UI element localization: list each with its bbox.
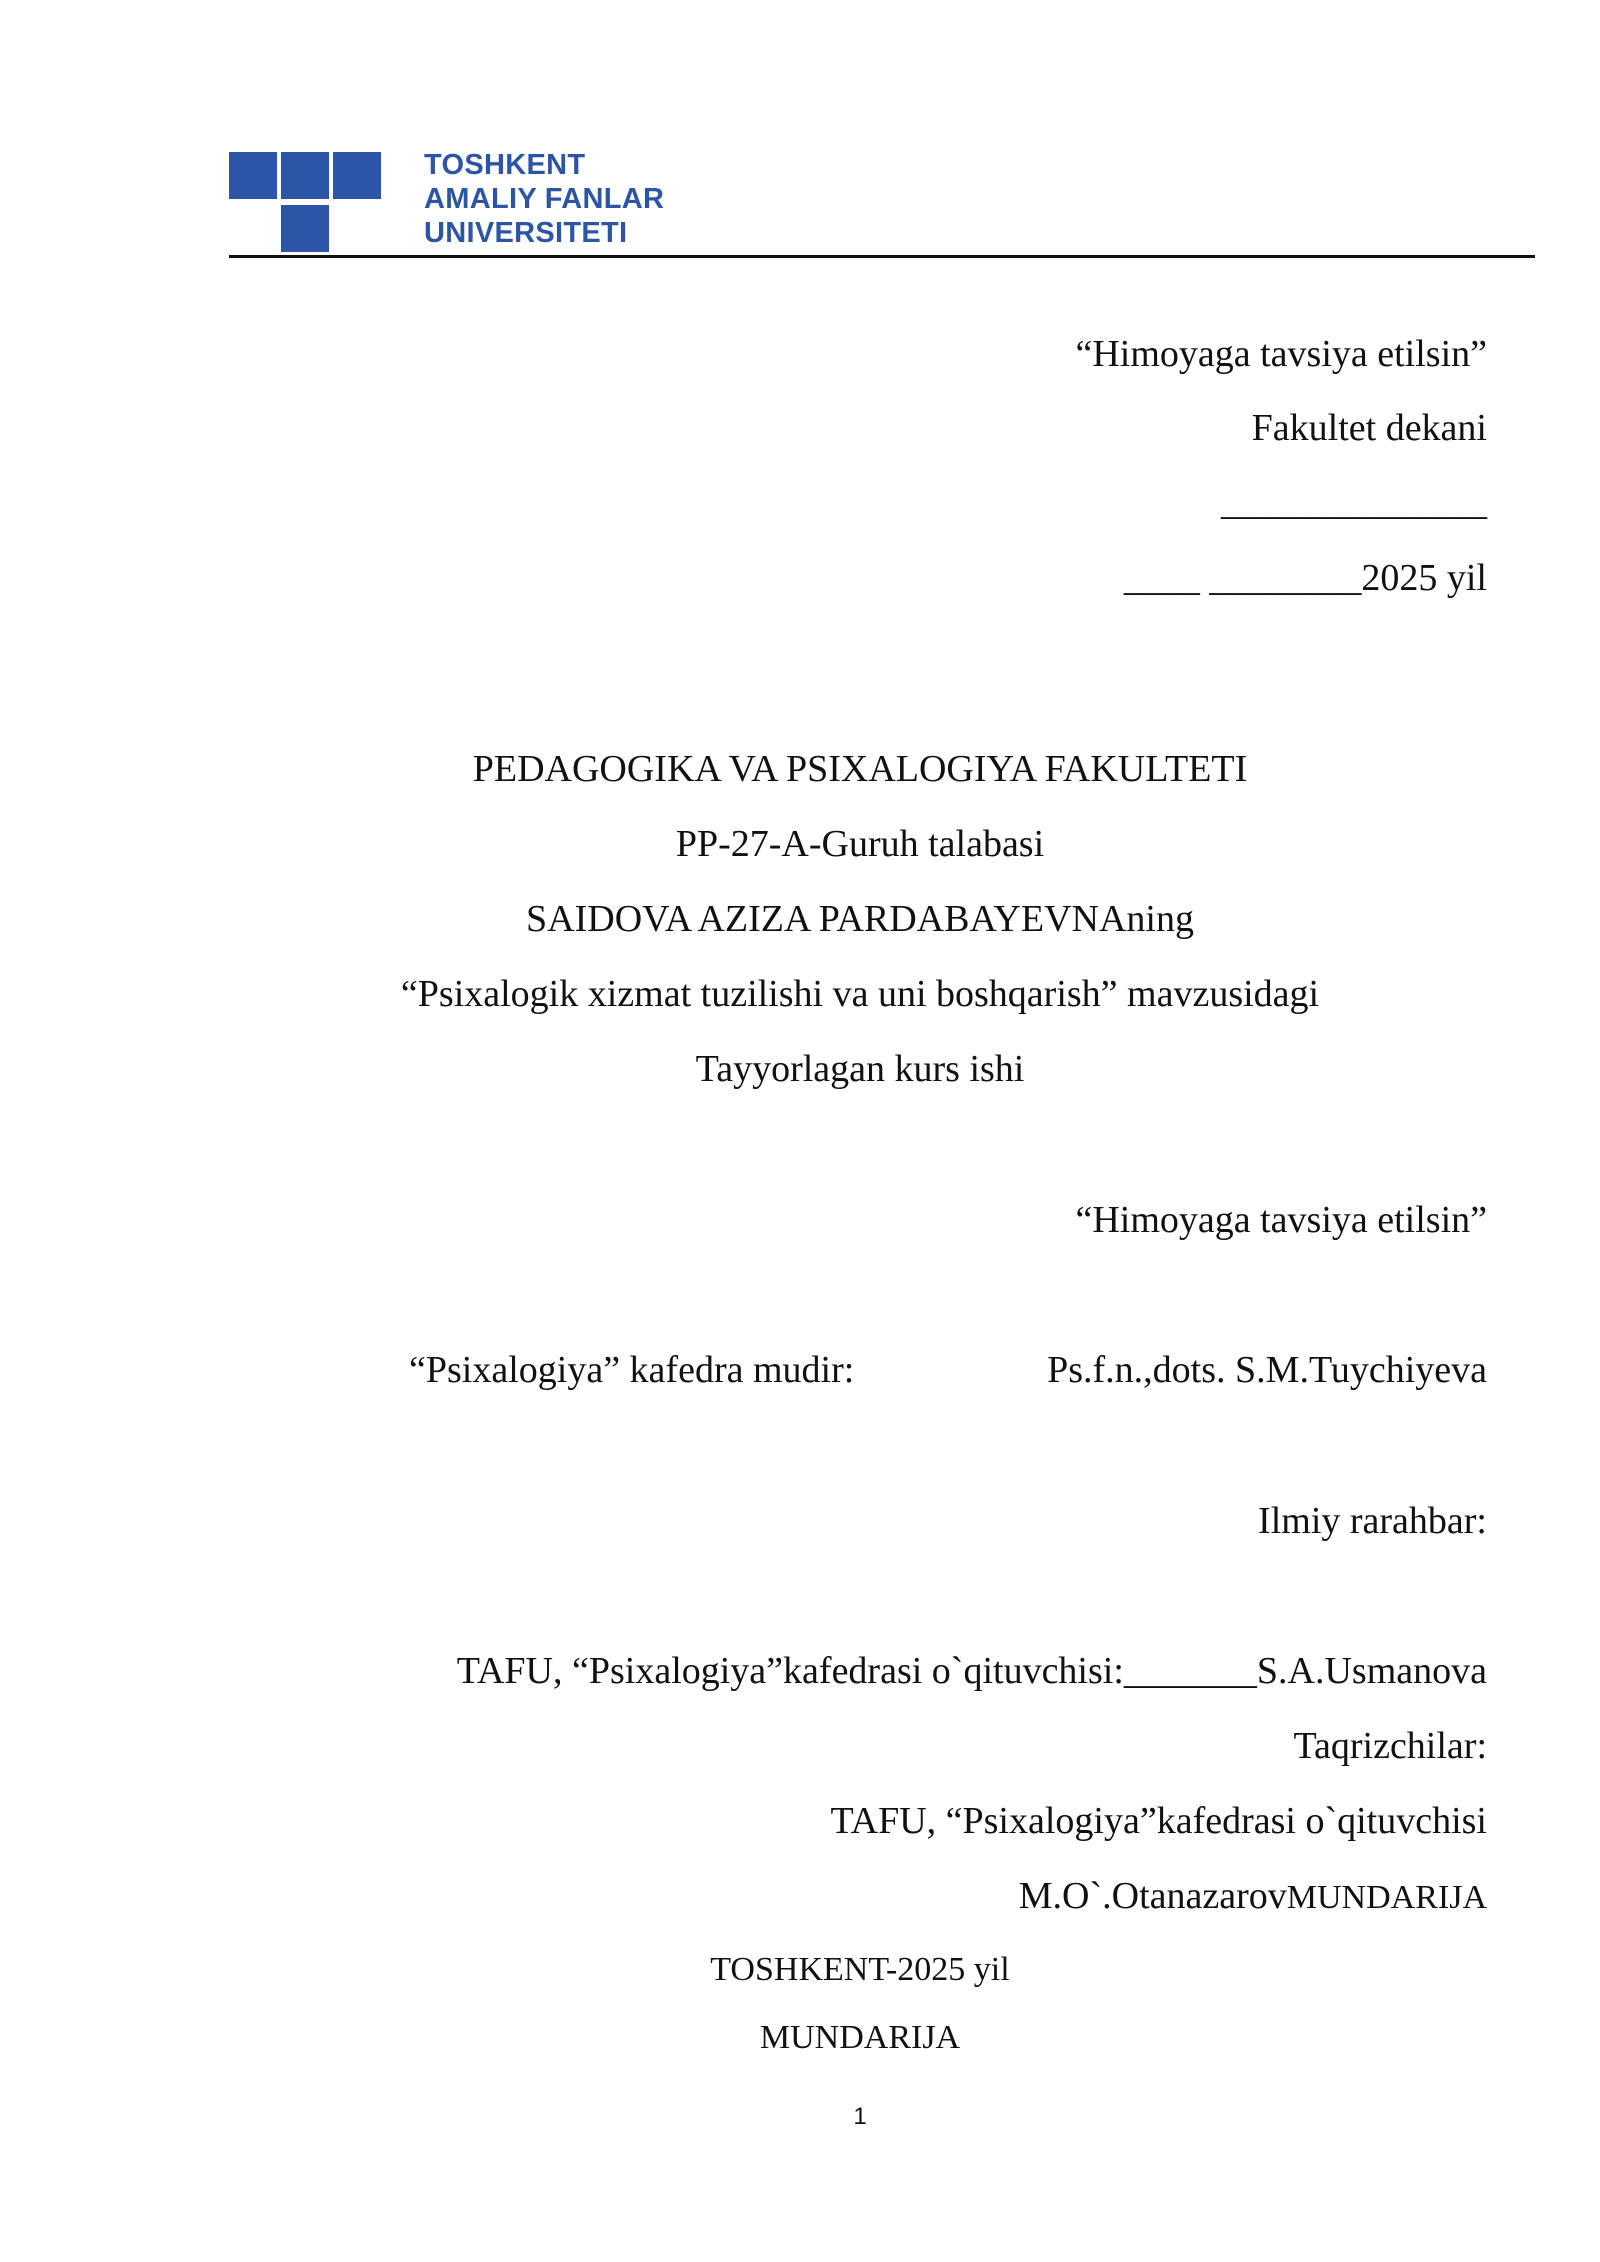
contents-heading: MUNDARIJA	[759, 2019, 961, 2056]
page-number: 1	[853, 2103, 867, 2130]
logo-line-2: AMALIY FANLAR	[424, 183, 665, 215]
faculty-name: PEDAGOGIKA VA PSIXALOGIYA FAKULTETI	[472, 748, 1248, 790]
university-logo-icon	[229, 152, 381, 252]
reviewer-suffix: MUNDARIJA	[1286, 1879, 1487, 1916]
reviewer-name-line	[1019, 1874, 1487, 1920]
header-divider	[229, 255, 1535, 258]
department-head-label: “Psixalogiya” kafedra mudir:	[409, 1349, 855, 1391]
logo-line-3: UNIVERSITETI	[424, 217, 628, 249]
university-name	[424, 148, 664, 250]
recommendation-quote: “Himoyaga tavsiya etilsin”	[1075, 1199, 1487, 1241]
student-group: PP-27-A-Guruh talabasi	[675, 823, 1045, 865]
work-type: Tayyorlagan kurs ishi	[695, 1048, 1025, 1090]
reviewers-label: Taqrizchilar:	[1293, 1725, 1487, 1767]
supervisor-line: TAFU, “Psixalogiya”kafedrasi o`qituvchisi:_______S.A.Usmanova	[456, 1650, 1487, 1692]
approval-date-line: ____ ________2025 yil	[1123, 557, 1487, 599]
logo-line-1: TOSHKENT	[424, 149, 586, 181]
reviewer-line: TAFU, “Psixalogiya”kafedrasi o`qituvchisi	[830, 1800, 1487, 1842]
city-year: TOSHKENT-2025 yil	[710, 1951, 1010, 1988]
reviewer-name: M.O`.Otanazarov	[1018, 1875, 1287, 1917]
approval-quote: “Himoyaga tavsiya etilsin”	[1075, 333, 1487, 375]
student-name: SAIDOVA AZIZA PARDABAYEVNAning	[526, 898, 1194, 940]
work-topic: “Psixalogik xizmat tuzilishi va uni boshqarish” mavzusidagi	[400, 973, 1320, 1015]
dean-title: Fakultet dekani	[1251, 407, 1487, 449]
dean-signature-line: ______________	[1221, 481, 1487, 523]
supervisor-label: Ilmiy rarahbar:	[1258, 1500, 1487, 1542]
department-head-name: Ps.f.n.,dots. S.M.Tuychiyeva	[1047, 1349, 1487, 1391]
